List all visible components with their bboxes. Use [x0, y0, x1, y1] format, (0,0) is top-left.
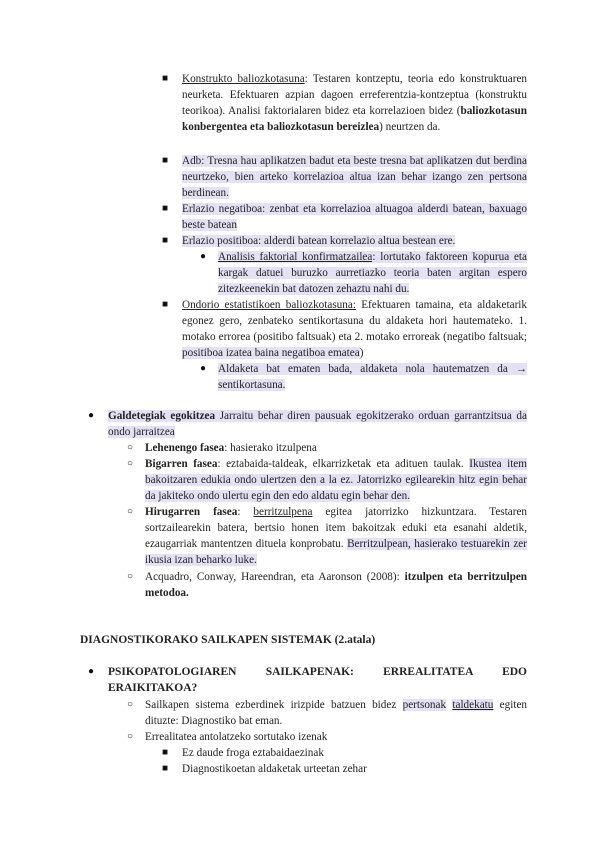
square-bullet-icon: ■: [162, 235, 169, 246]
square-bullet-icon: ■: [162, 73, 169, 84]
square-bullet-icon: ■: [162, 203, 169, 214]
term-label: Konstrukto baliozkotasuna: [182, 73, 305, 85]
circle-bullet-icon: ○: [127, 731, 134, 742]
dot-bullet-icon: ●: [200, 363, 207, 374]
term-label: Analisis faktorial konfirmatzailea: [218, 251, 373, 263]
circle-bullet-icon: ○: [127, 442, 134, 453]
circle-bullet-icon: ○: [127, 458, 134, 469]
section-heading: DIAGNOSTIKORAKO SAILKAPEN SISTEMAK (2.atala): [80, 634, 376, 646]
square-bullet-icon: ■: [162, 155, 169, 166]
circle-bullet-icon: ○: [127, 571, 134, 582]
square-bullet-icon: ■: [162, 747, 169, 758]
circle-bullet-icon: ○: [127, 506, 134, 517]
dot-bullet-icon: ●: [200, 251, 207, 262]
circle-bullet-icon: ○: [127, 699, 134, 710]
dot-bullet-icon: ●: [88, 410, 95, 421]
dot-bullet-icon: ●: [88, 666, 95, 677]
term-label: Ondorio estatistikoen baliozkotasuna:: [182, 299, 356, 311]
document-page: ■ Konstrukto baliozkotasuna: Testaren kontzeptu, teoria edo konstruktuaren neurketa. Efektuaren azpian dagoen erreferentzia-kontzeptua (konstruktu teorikoa). Analisi faktorialaren bidez eta korrelazioen bidez (baliozkotasun konbergentea eta baliozkotasun bereizlea) neurtzen da. ■ Adb: Tresna hau aplikatzen badut eta beste tresna bat aplikatzen dut berdina neurtzeko, bien arteko korrelazioa altua izan behar izango zen pertsona berdinean. ■ Erlazio negatiboa: zenbat eta korrelazioa altuagoa alderdi batean, baxuago beste batean ■ Erlazio positiboa: alderdi batean korrelazio altua bestean ere. ● Analisis faktorial konfirmatzailea: lortutako faktoreen kopurua eta kargak datuei buruzko aurretiazko teoria baten argitan espero zitezkeenekin bat datozen zehaztu nahi du. ■ Ondorio estatistikoen baliozkotasuna: Efektuaren tamaina, eta aldaketarik egonez gero, zenbateko sentikortasuna du aldaketa hori hautemateko. 1. motako errorea (positibo faltsuak) eta 2. motako erroreak (negatibo faltsuak; positiboa izatea baina negatiboa ematea) ● Aldaketa bat ematen bada, aldaketa nola hautematzen da → sentikortasuna. ● Galdetegiak egokitzea Jarraitu behar diren pausuak egokitzerako orduan garrantzitsua da ondo jarraitzea ○ Lehenengo fasea: hasierako itzulpena ○ Bigarren fasea: eztabaida-taldeak, elkarrizketak eta adituen taulak. Ikustea item bakoitzaren edukia ondo ulertzen den a la ez. Jatorrizko egilearekin hitz egin behar da jakiteko ondo ulertu egin den edo aldatu egin behar den. ○ Hirugarren fasea: berritzulpena egitea jatorrizko hizkuntzara. Testaren sortzailearekin batera, bertsio honen item bakoitzak eduki eta esanahi aldetik, ezaugarriak mantentzen dituela konprobatu. Berritzulpean, hasierako testuarekin zer ikusia izan beharko luke. ○ Acquadro, Conway, Hareendran, eta Aaronson (2008): itzulpen eta berritzulpen metodoa. DIAGNOSTIKORAKO SAILKAPEN SISTEMAK (2.atala) ● PSIKOPATOLOGIAREN SAILKAPENAK: ERREALITATEA EDO ERAIKITAKOA? ○ Sailkapen sistema ezberdinek irizpide batzuen bidez pertsonak taldekatu egiten dituzte: Diagnostiko bat eman. ○ Errealitatea antolatzeko sortutako izenak ■ Ez daude froga eztabaidaezinak ■ Diagnostikoetan aldaketak urteetan zehar: [80, 73, 528, 775]
square-bullet-icon: ■: [162, 763, 169, 774]
square-bullet-icon: ■: [162, 299, 169, 310]
